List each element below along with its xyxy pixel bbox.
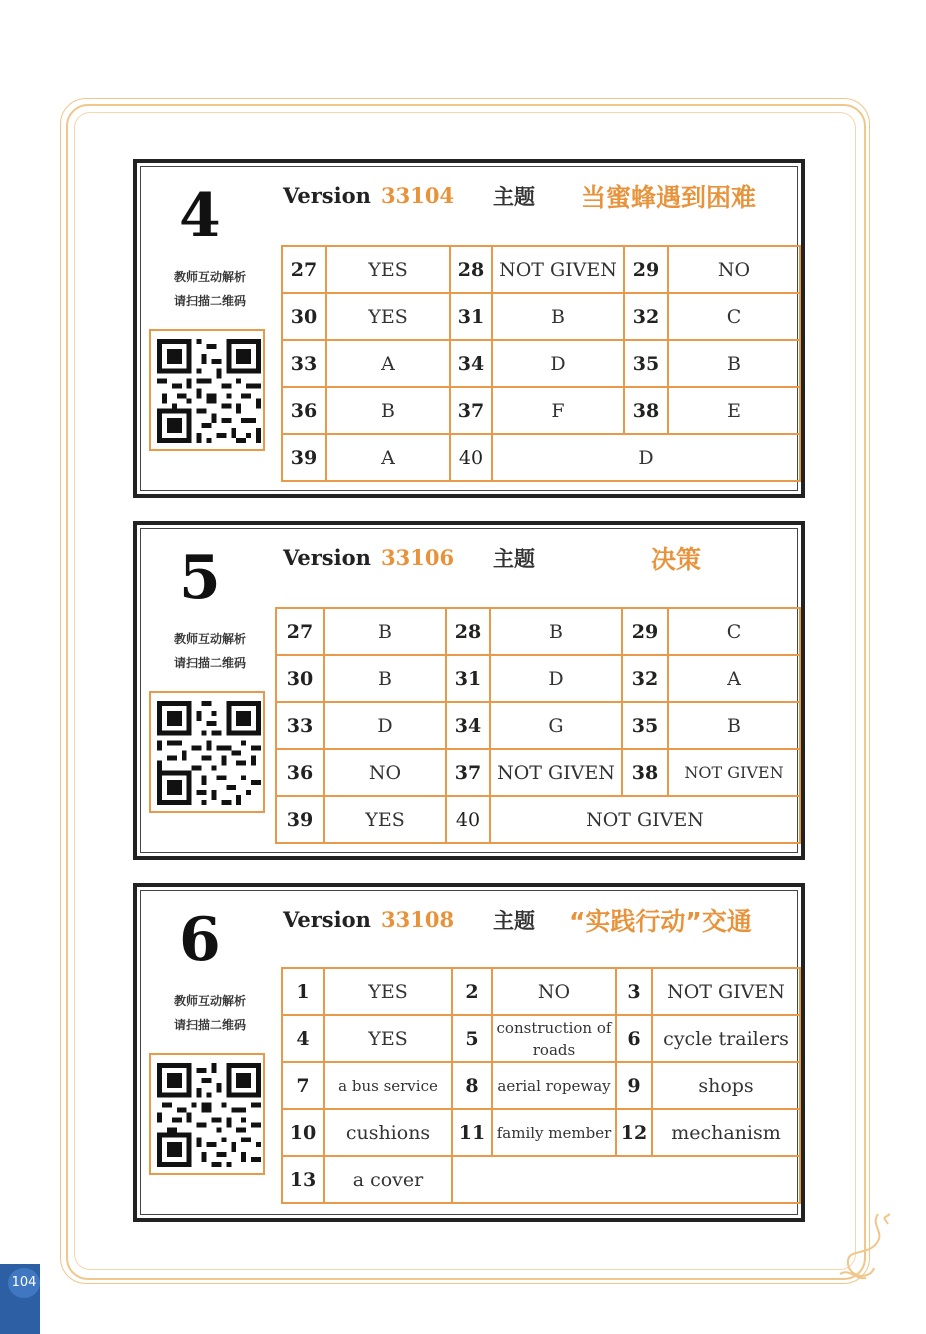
- question-number: 31: [450, 293, 492, 340]
- answer-cell: NO: [324, 749, 446, 796]
- answer-card-6: [133, 883, 805, 1222]
- answer-cell: B: [668, 702, 800, 749]
- version-number: 33104: [381, 183, 455, 208]
- table-row: [282, 968, 800, 1015]
- question-number: 31: [446, 655, 490, 702]
- topic-label: 主题: [493, 547, 535, 571]
- version-label: Version: [283, 545, 371, 570]
- section-number: 4: [179, 181, 221, 251]
- table-row: [276, 796, 800, 843]
- answer-cell: A: [326, 340, 450, 387]
- swirl-ornament-icon: [826, 1208, 896, 1288]
- topic-label: 主题: [493, 185, 535, 209]
- answer-cell: D: [492, 434, 800, 481]
- answer-cell: a cover: [324, 1156, 452, 1203]
- question-number: 5: [452, 1015, 492, 1062]
- scan-instructions: [155, 627, 265, 675]
- answer-cell: A: [326, 434, 450, 481]
- scan-line: 教师互动解析: [173, 994, 246, 1008]
- answer-cell: YES: [326, 246, 450, 293]
- table-row: [282, 1109, 800, 1156]
- qr-code-icon: [157, 701, 261, 805]
- answer-cell: NOT GIVEN: [668, 749, 800, 796]
- qr-code-icon: [157, 1063, 261, 1167]
- answer-cell: B: [668, 340, 800, 387]
- question-number: 35: [624, 340, 668, 387]
- answer-table: [281, 245, 801, 482]
- table-row: [276, 749, 800, 796]
- answer-cell: YES: [324, 1015, 452, 1062]
- answer-cell: D: [492, 340, 624, 387]
- answer-cell: B: [324, 655, 446, 702]
- table-row: [282, 1015, 800, 1062]
- table-row: [282, 340, 800, 387]
- scan-instructions: [155, 989, 265, 1037]
- question-number: 39: [276, 796, 324, 843]
- answer-cell: B: [326, 387, 450, 434]
- answer-cell: NOT GIVEN: [490, 749, 622, 796]
- answer-cell: YES: [324, 968, 452, 1015]
- question-number: 4: [282, 1015, 324, 1062]
- answer-table: [281, 967, 801, 1204]
- answer-cell: aerial ropeway: [492, 1062, 616, 1109]
- qr-code-icon: [157, 339, 261, 443]
- question-number: 29: [624, 246, 668, 293]
- question-number: 28: [446, 608, 490, 655]
- scan-line: 教师互动解析: [173, 632, 246, 646]
- answer-card-5: [133, 521, 805, 860]
- topic-title: “实践行动”交通: [569, 907, 752, 936]
- answer-cell: B: [492, 293, 624, 340]
- scan-line: 请扫描二维码: [173, 1018, 246, 1032]
- question-number: 29: [622, 608, 668, 655]
- topic-title: 当蜜蜂遇到困难: [581, 183, 757, 212]
- answer-cell: B: [324, 608, 446, 655]
- answer-cell: NO: [668, 246, 800, 293]
- question-number: 12: [616, 1109, 652, 1156]
- answer-cell: YES: [324, 796, 446, 843]
- version-label: Version: [283, 907, 371, 932]
- answer-cell: cushions: [324, 1109, 452, 1156]
- question-number: 32: [624, 293, 668, 340]
- question-number: 33: [276, 702, 324, 749]
- question-number: 39: [282, 434, 326, 481]
- answer-cell: G: [490, 702, 622, 749]
- scan-line: 请扫描二维码: [173, 294, 246, 308]
- question-number: 36: [276, 749, 324, 796]
- version-number: 33108: [381, 907, 455, 932]
- question-number: 37: [446, 749, 490, 796]
- answer-cell: cycle trailers: [652, 1015, 800, 1062]
- page-number: 104: [8, 1268, 40, 1298]
- version-number: 33106: [381, 545, 455, 570]
- qr-code[interactable]: [149, 329, 265, 451]
- question-number: 11: [452, 1109, 492, 1156]
- answer-card-4: [133, 159, 805, 498]
- question-number: 34: [450, 340, 492, 387]
- question-number: 3: [616, 968, 652, 1015]
- question-number: 10: [282, 1109, 324, 1156]
- question-number: 7: [282, 1062, 324, 1109]
- question-number: 36: [282, 387, 326, 434]
- answer-cell: family member: [492, 1109, 616, 1156]
- answer-cell: NOT GIVEN: [492, 246, 624, 293]
- scan-line: 教师互动解析: [173, 270, 246, 284]
- answer-cell: B: [490, 608, 622, 655]
- answer-cell: A: [668, 655, 800, 702]
- question-number: 33: [282, 340, 326, 387]
- table-row: [276, 608, 800, 655]
- version-label: Version: [283, 183, 371, 208]
- question-number: 38: [624, 387, 668, 434]
- question-number: 2: [452, 968, 492, 1015]
- question-number: 13: [282, 1156, 324, 1203]
- answer-cell: mechanism: [652, 1109, 800, 1156]
- answer-cell: C: [668, 608, 800, 655]
- answer-cell: YES: [326, 293, 450, 340]
- table-row: [282, 246, 800, 293]
- question-number: 9: [616, 1062, 652, 1109]
- answer-cell: shops: [652, 1062, 800, 1109]
- table-row: [276, 702, 800, 749]
- question-number: 37: [450, 387, 492, 434]
- question-number: 35: [622, 702, 668, 749]
- qr-code[interactable]: [149, 1053, 265, 1175]
- table-row: [276, 655, 800, 702]
- topic-label: 主题: [493, 909, 535, 933]
- answer-cell: NOT GIVEN: [490, 796, 800, 843]
- question-number: 30: [282, 293, 326, 340]
- section-number: 6: [179, 905, 221, 975]
- table-row: [282, 387, 800, 434]
- question-number: 6: [616, 1015, 652, 1062]
- topic-title: 决策: [651, 545, 702, 574]
- answer-cell: E: [668, 387, 800, 434]
- question-number: 40: [450, 434, 492, 481]
- answer-cell: NOT GIVEN: [652, 968, 800, 1015]
- answer-cell: C: [668, 293, 800, 340]
- question-number: 8: [452, 1062, 492, 1109]
- question-number: 40: [446, 796, 490, 843]
- answer-cell: a bus service: [324, 1062, 452, 1109]
- answer-cell: NO: [492, 968, 616, 1015]
- question-number: 32: [622, 655, 668, 702]
- table-row: [282, 293, 800, 340]
- section-number: 5: [179, 543, 221, 613]
- table-row: [282, 434, 800, 481]
- table-row: [282, 1156, 800, 1203]
- scan-line: 请扫描二维码: [173, 656, 246, 670]
- answer-cell: D: [490, 655, 622, 702]
- answer-cell: construction of roads: [492, 1015, 616, 1062]
- question-number: 1: [282, 968, 324, 1015]
- question-number: 38: [622, 749, 668, 796]
- question-number: 34: [446, 702, 490, 749]
- scan-instructions: [155, 265, 265, 313]
- answer-cell: F: [492, 387, 624, 434]
- question-number: 27: [276, 608, 324, 655]
- question-number: 27: [282, 246, 326, 293]
- question-number: 28: [450, 246, 492, 293]
- answer-cell: D: [324, 702, 446, 749]
- table-row: [282, 1062, 800, 1109]
- qr-code[interactable]: [149, 691, 265, 813]
- answer-table: [275, 607, 801, 844]
- empty-cell: [452, 1156, 800, 1203]
- question-number: 30: [276, 655, 324, 702]
